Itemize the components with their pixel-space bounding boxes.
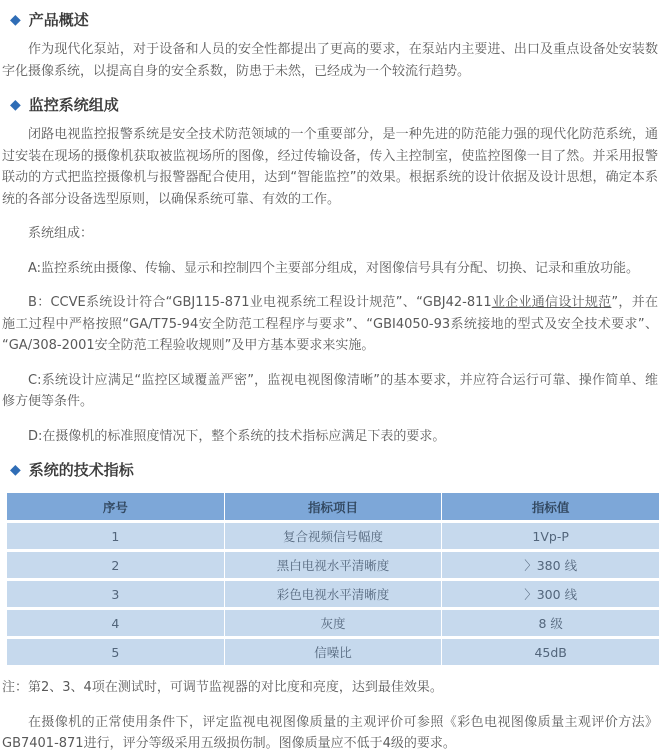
table-cell: 8 级 (442, 610, 659, 636)
table-header-row (7, 493, 659, 520)
table-row (7, 639, 659, 665)
table-cell: 1Vp-P (442, 523, 659, 549)
diamond-icon: ◆ (10, 12, 21, 28)
list-item-c: C:系统设计应满足“监控区域覆盖严密”，监视电视图像清晰”的基本要求，并应符合运行可靠、操作简单、维修方便等条件。 (2, 372, 658, 409)
subheading-system-composition: 系统组成： (28, 226, 94, 241)
table-header-cell: 序号 (7, 493, 224, 520)
body-paragraph: 作为现代化泵站，对于设备和人员的安全性都提出了更高的要求，在泵站内主要进、出口及重点设备处安装数字化摄像系统，以提高自身的安全系数，防患于未然，已经成为一个较流行趋势。 (2, 42, 658, 79)
section-heading-specs (10, 460, 658, 480)
spec-table (6, 490, 660, 668)
table-row (7, 610, 659, 636)
list-item-b-text: B：CCVE系统设计符合“GBJ115-871业电视系统工程设计规范”、“GBJ42-811 (28, 295, 492, 310)
table-note: 注：第2、3、4项在测试时，可调节监视器的对比度和亮度，达到最佳效果。 (2, 680, 443, 695)
body-paragraph: 闭路电视监控报警系统是安全技术防范领域的一个重要部分，是一种先进的防范能力强的现代化防范系统，通过安装在现场的摄像机获取被监视场所的图像，经过传输设备，传入主控制室，使监控图像一目了然。并采用报警联动的方式把监控摄像机与报警器配合使用，达到“智能监控”的效果。根据系统的设计依据及设计思想，确定本系统的各部分设备选型原则，以确保系统可靠、有效的工作。 (2, 127, 658, 207)
diamond-icon: ◆ (10, 462, 21, 478)
table-cell: 3 (7, 581, 224, 607)
table-cell: 〉300 线 (442, 581, 659, 607)
section-title-text: 系统的技术指标 (28, 461, 134, 479)
table-cell: 〉380 线 (442, 552, 659, 578)
table-cell: 2 (7, 552, 224, 578)
table-row (7, 523, 659, 549)
list-item-b (2, 292, 658, 357)
list-item-b-underlined: 业企业通信设计规范 (491, 295, 612, 310)
table-cell: 4 (7, 610, 224, 636)
table-cell: 5 (7, 639, 224, 665)
table-row (7, 581, 659, 607)
section-title-text: 产品概述 (28, 11, 89, 29)
table-row (7, 552, 659, 578)
list-item-d: D:在摄像机的标准照度情况下，整个系统的技术指标应满足下表的要求。 (28, 428, 446, 444)
closing-paragraph: 在摄像机的正常使用条件下，评定监视电视图像质量的主观评价可参照《彩色电视图像质量主观评价方法》GB7401-871进行，评分等级采用五级损伤制。图像质量应不低于4级的要求。 (2, 714, 658, 751)
table-cell: 黑白电视水平清晰度 (225, 552, 442, 578)
table-cell: 复合视频信号幅度 (225, 523, 442, 549)
table-header-cell: 指标项目 (225, 493, 442, 520)
list-item-a: A:监控系统由摄像、传输、显示和控制四个主要部分组成，对图像信号具有分配、切换、记录和重放功能。 (28, 260, 640, 276)
table-cell: 1 (7, 523, 224, 549)
table-header-cell: 指标值 (442, 493, 659, 520)
table-cell: 灰度 (225, 610, 442, 636)
section-heading-overview (10, 10, 658, 30)
table-cell: 45dB (442, 639, 659, 665)
table-cell: 信噪比 (225, 639, 442, 665)
diamond-icon: ◆ (10, 97, 21, 113)
table-cell: 彩色电视水平清晰度 (225, 581, 442, 607)
section-heading-system (10, 95, 658, 115)
list-item-b-text: ”，并在施工过程中严格按照“GA/T75-94安全防范工程程序与要求”、“GBI4050-93系统接地的型式及安全技术要求”、“GA/308-2001安全防范工程验收规则”及甲方基本要求来实施。 (2, 295, 658, 353)
section-title-text: 监控系统组成 (28, 96, 119, 114)
